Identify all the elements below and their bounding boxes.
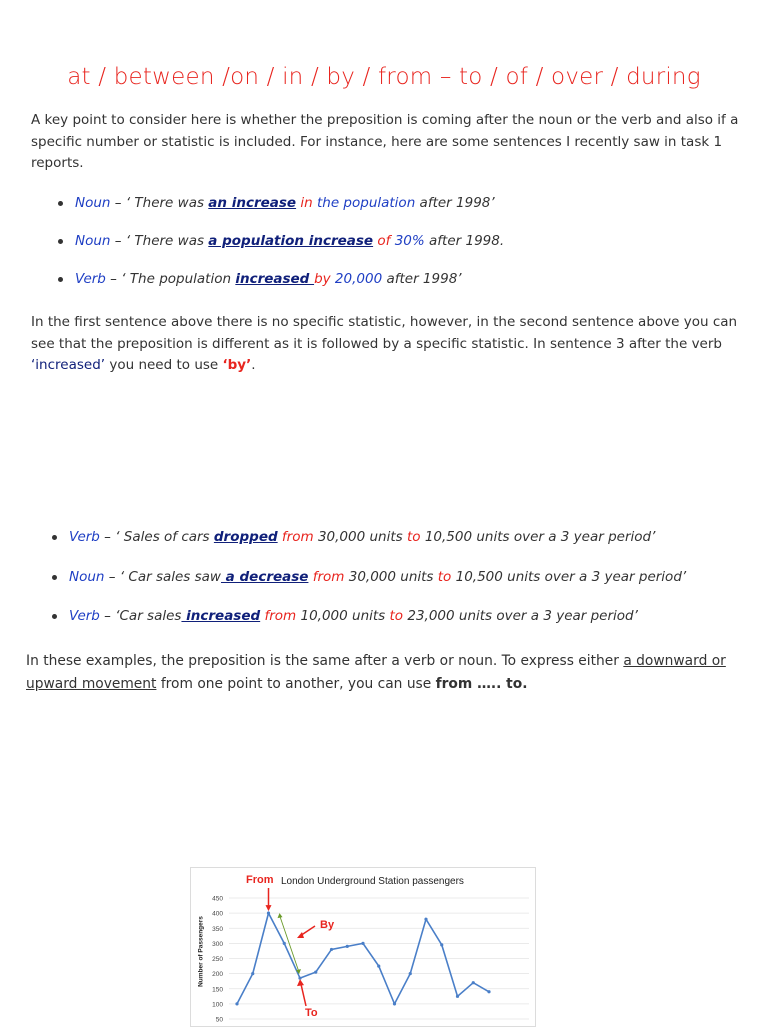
line-chart bbox=[190, 867, 536, 1027]
paragraph-text: from one point to another, you can use bbox=[156, 676, 436, 692]
y-tick-label: 200 bbox=[212, 971, 223, 979]
object-text: the population bbox=[316, 195, 416, 211]
sentence-tail: after 1998’ bbox=[382, 271, 462, 287]
word-class: Noun bbox=[75, 195, 111, 211]
data-point bbox=[409, 972, 412, 975]
word-class: Noun bbox=[69, 568, 105, 585]
by-annotation: By bbox=[320, 919, 335, 931]
start-value: 30,000 units bbox=[313, 529, 407, 545]
sentence-tail: after 1998. bbox=[424, 233, 505, 249]
preposition-from: from bbox=[260, 608, 297, 624]
paragraph-text: you need to use bbox=[105, 357, 223, 373]
example-list-2 bbox=[52, 527, 686, 646]
verb-highlight: ‘increased’ bbox=[31, 357, 106, 373]
y-tick-label: 350 bbox=[212, 925, 223, 933]
data-point bbox=[235, 1002, 238, 1005]
sentence-text: – ‘ There was bbox=[110, 233, 209, 249]
page-title: at / between /on / in / by / from – to / of / over / during bbox=[67, 64, 701, 90]
summary-paragraph bbox=[26, 650, 741, 696]
underlined-phrase: a downward or upward movement bbox=[26, 653, 726, 692]
data-point bbox=[267, 912, 270, 915]
data-point bbox=[330, 948, 333, 951]
list-item bbox=[58, 231, 504, 269]
paragraph-text: In these examples, the preposition is the same after a verb or noun. To express either bbox=[26, 653, 624, 669]
preposition-to: to bbox=[406, 529, 421, 545]
sentence-tail: after 1998’ bbox=[415, 195, 495, 211]
keyword: an increase bbox=[208, 195, 297, 211]
by-arrowhead bbox=[297, 932, 304, 938]
preposition-to: to bbox=[437, 568, 452, 585]
sentence-tail: 10,500 units over a 3 year period’ bbox=[420, 529, 656, 545]
data-point bbox=[393, 1002, 396, 1005]
sentence-text: – ‘ Sales of cars bbox=[99, 529, 214, 545]
object-text: 30% bbox=[394, 233, 425, 249]
word-class: Verb bbox=[69, 608, 100, 624]
sentence-tail: 10,500 units over a 3 year period’ bbox=[451, 568, 687, 585]
sentence-tail: 23,000 units over a 3 year period’ bbox=[403, 608, 638, 624]
start-value: 30,000 units bbox=[344, 568, 438, 585]
preposition-from: from bbox=[277, 529, 314, 545]
start-value: 10,000 units bbox=[296, 608, 390, 624]
to-arrow bbox=[301, 984, 306, 1006]
data-point bbox=[314, 971, 317, 974]
data-point bbox=[487, 990, 490, 993]
list-item bbox=[58, 269, 504, 307]
trend-arrowhead-top bbox=[278, 913, 283, 918]
y-tick-label: 50 bbox=[215, 1016, 223, 1024]
to-annotation: To bbox=[305, 1007, 318, 1019]
from-arrowhead bbox=[266, 905, 272, 911]
list-item bbox=[52, 527, 686, 567]
list-item bbox=[58, 193, 504, 231]
word-class: Noun bbox=[75, 233, 111, 249]
word-class: Verb bbox=[69, 529, 100, 545]
chart-title: London Underground Station passengers bbox=[281, 876, 464, 887]
keyword: increased bbox=[235, 271, 315, 287]
paragraph-text: In the first sentence above there is no specific statistic, however, in the second sentence above you can see that the preposition is different as it is followed by a specific statistic. In sentence 3 after the verb bbox=[31, 314, 738, 352]
from-annotation: From bbox=[246, 874, 274, 886]
data-point bbox=[251, 972, 254, 975]
paragraph-text: . bbox=[251, 357, 256, 373]
keyword: a decrease bbox=[220, 568, 309, 585]
explanation-paragraph bbox=[31, 312, 741, 377]
keyword: a population increase bbox=[208, 233, 374, 249]
data-point bbox=[283, 942, 286, 945]
data-point bbox=[440, 943, 443, 946]
preposition-to: to bbox=[389, 608, 404, 624]
chart-canvas bbox=[191, 868, 537, 1028]
sentence-text: – ‘ There was bbox=[110, 195, 209, 211]
to-arrowhead bbox=[297, 979, 304, 986]
data-point bbox=[361, 942, 364, 945]
preposition: of bbox=[373, 233, 395, 249]
preposition-highlight: ‘by’ bbox=[222, 357, 252, 373]
object-text: 20,000 bbox=[334, 271, 383, 287]
data-point bbox=[472, 981, 475, 984]
list-item bbox=[52, 606, 686, 646]
y-tick-label: 150 bbox=[212, 986, 223, 994]
y-tick-label: 400 bbox=[212, 910, 223, 918]
y-tick-label: 450 bbox=[212, 895, 223, 903]
sentence-text: – ‘Car sales bbox=[99, 608, 182, 624]
preposition: by bbox=[314, 271, 335, 287]
word-class: Verb bbox=[75, 271, 106, 287]
preposition: in bbox=[296, 195, 317, 211]
sentence-text: – ‘ Car sales saw bbox=[104, 568, 221, 585]
keyword: dropped bbox=[213, 529, 278, 545]
keyword: increased bbox=[181, 608, 261, 624]
data-point bbox=[424, 918, 427, 921]
example-list-1 bbox=[58, 193, 504, 307]
from-to-highlight: from ….. to. bbox=[435, 676, 528, 692]
sentence-text: – ‘ The population bbox=[105, 271, 236, 287]
list-item bbox=[52, 567, 686, 607]
data-point bbox=[346, 945, 349, 948]
data-point bbox=[377, 964, 380, 967]
y-axis-label: Number of Passengers bbox=[197, 916, 205, 987]
y-tick-label: 250 bbox=[212, 956, 223, 963]
y-tick-label: 100 bbox=[212, 1001, 223, 1009]
preposition-from: from bbox=[308, 568, 345, 585]
data-point bbox=[456, 995, 459, 998]
y-tick-label: 300 bbox=[212, 940, 223, 948]
intro-paragraph: A key point to consider here is whether the preposition is coming after the noun or the verb and also if a specific number or statistic is included. For instance, here are some sentences I recently saw in task 1 reports. bbox=[31, 112, 739, 171]
